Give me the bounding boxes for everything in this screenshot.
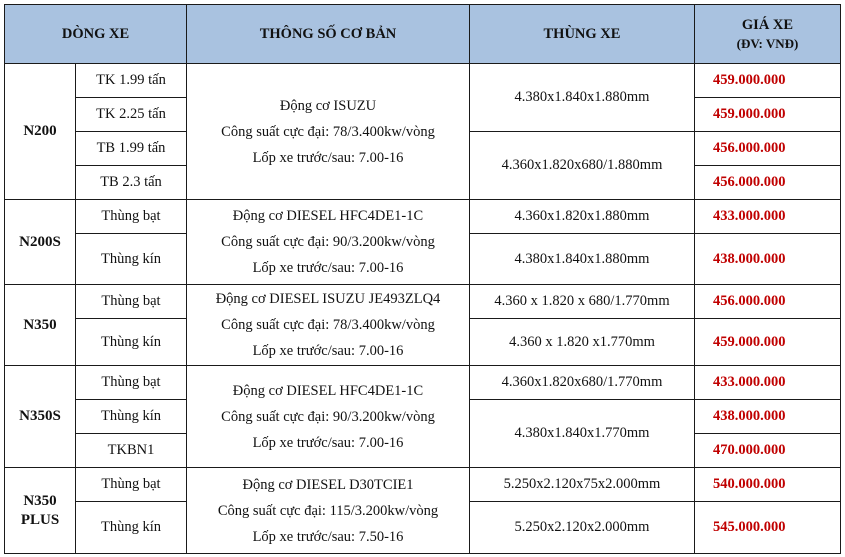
header-row <box>5 5 841 64</box>
model-line: N350 <box>23 492 57 509</box>
header-price-label: GIÁ XE <box>741 16 794 33</box>
price-cell: 456.000.000 <box>695 132 841 166</box>
variant-cell: Thùng kín <box>76 400 187 434</box>
spec-power: Công suất cực đại: 115/3.200kw/vòng <box>217 502 439 519</box>
header-specs: THÔNG SỐ CƠ BẢN <box>187 5 470 64</box>
spec-cell <box>187 366 470 468</box>
price-cell: 456.000.000 <box>695 285 841 319</box>
price-cell: 438.000.000 <box>695 234 841 285</box>
spec-engine: Động cơ DIESEL D30TCIE1 <box>242 476 414 493</box>
spec-engine: Động cơ DIESEL ISUZU JE493ZLQ4 <box>215 291 441 307</box>
body-dimension-cell: 4.360x1.820x680/1.880mm <box>470 132 695 200</box>
table-row <box>5 468 841 502</box>
variant-cell: Thùng kín <box>76 502 187 554</box>
table-row <box>5 64 841 98</box>
spec-tires: Lốp xe trước/sau: 7.00-16 <box>252 260 404 276</box>
price-cell: 459.000.000 <box>695 319 841 366</box>
spec-engine: Động cơ ISUZU <box>279 97 377 114</box>
spec-engine: Động cơ DIESEL HFC4DE1-1C <box>232 382 424 399</box>
table-row <box>5 200 841 234</box>
table-row <box>5 285 841 319</box>
spec-tires: Lốp xe trước/sau: 7.00-16 <box>252 149 404 166</box>
model-cell: N200S <box>5 200 76 285</box>
header-price <box>695 5 841 64</box>
price-cell: 433.000.000 <box>695 366 841 400</box>
body-dimension-cell: 5.250x2.120x75x2.000mm <box>470 468 695 502</box>
body-dimension-cell: 4.380x1.840x1.770mm <box>470 400 695 468</box>
variant-cell: Thùng bạt <box>76 366 187 400</box>
body-dimension-cell: 4.360x1.820x1.880mm <box>470 200 695 234</box>
body-dimension-cell: 4.360x1.820x680/1.770mm <box>470 366 695 400</box>
price-cell: 545.000.000 <box>695 502 841 554</box>
spec-cell <box>187 64 470 200</box>
variant-cell: TB 1.99 tấn <box>76 132 187 166</box>
body-dimension-cell: 4.360 x 1.820 x 680/1.770mm <box>470 285 695 319</box>
spec-power: Công suất cực đại: 78/3.400kw/vòng <box>221 123 435 140</box>
spec-tires: Lốp xe trước/sau: 7.50-16 <box>252 528 404 545</box>
spec-tires: Lốp xe trước/sau: 7.00-16 <box>252 434 404 451</box>
model-cell: N200 <box>5 64 76 200</box>
variant-cell: Thùng bạt <box>76 285 187 319</box>
variant-cell: TB 2.3 tấn <box>76 166 187 200</box>
body-dimension-cell: 4.360 x 1.820 x1.770mm <box>470 319 695 366</box>
price-cell: 540.000.000 <box>695 468 841 502</box>
table-row <box>5 366 841 400</box>
variant-cell: Thùng bạt <box>76 200 187 234</box>
spec-cell <box>187 200 470 285</box>
price-cell: 438.000.000 <box>695 400 841 434</box>
spec-engine: Động cơ DIESEL HFC4DE1-1C <box>232 208 424 224</box>
header-model: DÒNG XE <box>5 5 187 64</box>
price-cell: 456.000.000 <box>695 166 841 200</box>
spec-power: Công suất cực đại: 90/3.200kw/vòng <box>221 234 435 250</box>
spec-cell <box>187 468 470 554</box>
price-cell: 433.000.000 <box>695 200 841 234</box>
price-cell: 470.000.000 <box>695 434 841 468</box>
body-dimension-cell: 4.380x1.840x1.880mm <box>470 234 695 285</box>
variant-cell: TKBN1 <box>76 434 187 468</box>
spec-power: Công suất cực đại: 78/3.400kw/vòng <box>221 317 435 333</box>
model-line: PLUS <box>20 511 60 528</box>
variant-cell: Thùng kín <box>76 234 187 285</box>
header-price-unit: (ĐV: VNĐ) <box>736 35 799 51</box>
model-cell: N350 <box>5 285 76 366</box>
variant-cell: Thùng kín <box>76 319 187 366</box>
spec-tires: Lốp xe trước/sau: 7.00-16 <box>252 343 404 359</box>
body-dimension-cell: 5.250x2.120x2.000mm <box>470 502 695 554</box>
variant-cell: TK 2.25 tấn <box>76 98 187 132</box>
header-body: THÙNG XE <box>470 5 695 64</box>
model-cell <box>5 468 76 554</box>
price-table <box>4 4 841 554</box>
price-cell: 459.000.000 <box>695 64 841 98</box>
variant-cell: Thùng bạt <box>76 468 187 502</box>
model-cell: N350S <box>5 366 76 468</box>
spec-cell <box>187 285 470 366</box>
spec-power: Công suất cực đại: 90/3.200kw/vòng <box>221 408 435 425</box>
body-dimension-cell: 4.380x1.840x1.880mm <box>470 64 695 132</box>
variant-cell: TK 1.99 tấn <box>76 64 187 98</box>
price-cell: 459.000.000 <box>695 98 841 132</box>
